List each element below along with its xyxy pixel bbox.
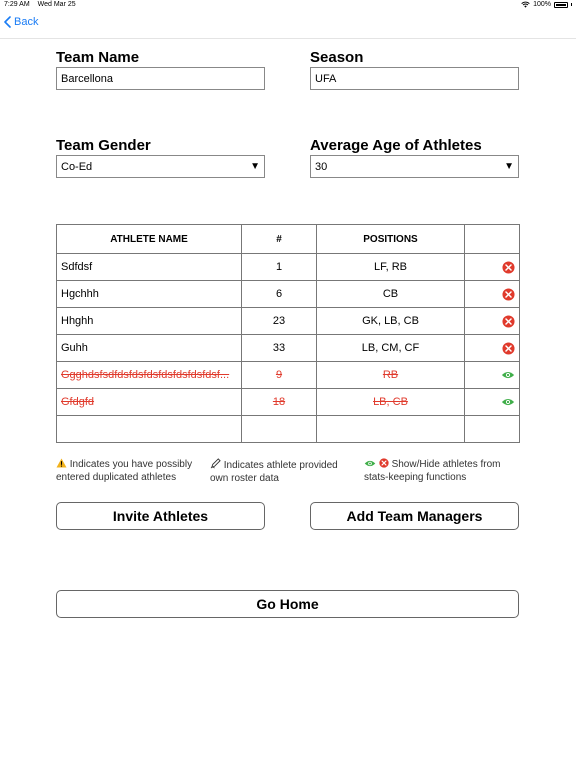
team-name-value: Barcellona [61, 72, 113, 85]
go-home-button[interactable]: Go Home [56, 590, 519, 618]
table-row[interactable] [57, 254, 520, 281]
column-header-action [465, 225, 520, 254]
eye-icon[interactable] [501, 370, 515, 380]
athlete-positions-cell: RB [317, 362, 465, 389]
athlete-positions-cell: GK, LB, CB [317, 308, 465, 335]
athlete-positions-cell: LB, CB [317, 389, 465, 416]
chevron-left-icon [4, 16, 11, 28]
back-button[interactable] [4, 16, 38, 28]
team-gender-value: Co-Ed [61, 160, 93, 173]
athlete-number-cell: 33 [242, 335, 317, 362]
athlete-name-cell: Hgchhh [57, 281, 242, 308]
athlete-number-cell: 6 [242, 281, 317, 308]
athlete-number-cell: 23 [242, 308, 317, 335]
athlete-name-cell: Hhghh [57, 308, 242, 335]
legend-own-data [210, 458, 355, 485]
athlete-action-cell [465, 362, 520, 389]
table-row[interactable] [57, 335, 520, 362]
season-value: UFA [315, 72, 337, 85]
table-header-row [57, 225, 520, 254]
team-gender-label: Team Gender [56, 137, 151, 154]
empty-cell [242, 416, 317, 443]
athlete-action-cell [465, 335, 520, 362]
season-label: Season [310, 49, 364, 66]
add-team-managers-button[interactable]: Add Team Managers [310, 502, 519, 530]
wifi-icon [521, 1, 530, 8]
remove-icon[interactable] [502, 261, 515, 274]
average-age-value: 30 [315, 160, 328, 173]
legend-show-hide [364, 458, 524, 484]
athlete-number-cell: 1 [242, 254, 317, 281]
team-gender-select[interactable] [56, 155, 265, 178]
athlete-action-cell [465, 389, 520, 416]
average-age-select[interactable] [310, 155, 519, 178]
remove-icon[interactable] [502, 288, 515, 301]
status-date: Wed Mar 25 [37, 1, 76, 8]
athlete-positions-cell: LF, RB [317, 254, 465, 281]
athlete-number-cell: 9 [242, 362, 317, 389]
athlete-action-cell [465, 281, 520, 308]
legend-show-hide-text: Show/Hide athletes from stats-keeping functions [364, 459, 501, 483]
table-row[interactable] [57, 389, 520, 416]
warning-icon [56, 458, 67, 468]
athlete-name-cell: Gfdgfd [57, 389, 242, 416]
battery-icon [554, 2, 568, 8]
empty-cell [465, 416, 520, 443]
athlete-number-cell: 18 [242, 389, 317, 416]
invite-athletes-button[interactable]: Invite Athletes [56, 502, 265, 530]
table-row[interactable] [57, 281, 520, 308]
team-name-label: Team Name [56, 49, 140, 66]
eye-icon [364, 459, 376, 468]
battery-tip [571, 3, 572, 6]
remove-icon[interactable] [502, 342, 515, 355]
dropdown-arrow-icon: ▼ [250, 161, 260, 172]
column-header-athlete-name: ATHLETE NAME [57, 225, 242, 254]
column-header-positions: POSITIONS [317, 225, 465, 254]
legend-duplicate-text: Indicates you have possibly entered duplicated athletes [56, 459, 193, 483]
athlete-name-cell: Ggghdsfsdfdsfdsfdsfdsfdsfdsfdsf... [57, 362, 242, 389]
battery-percent: 100% [533, 1, 551, 8]
athlete-positions-cell: CB [317, 281, 465, 308]
remove-icon [379, 458, 389, 468]
athlete-action-cell [465, 308, 520, 335]
status-bar [0, 0, 576, 10]
empty-cell [57, 416, 242, 443]
table-row-empty[interactable] [57, 416, 520, 443]
column-header-number: # [242, 225, 317, 254]
navigation-bar [0, 12, 576, 39]
legend-duplicate [56, 458, 206, 484]
athlete-name-cell: Guhh [57, 335, 242, 362]
eye-icon[interactable] [501, 397, 515, 407]
empty-cell [317, 416, 465, 443]
team-name-input[interactable] [56, 67, 265, 90]
average-age-label: Average Age of Athletes [310, 137, 482, 154]
table-row[interactable] [57, 362, 520, 389]
remove-icon[interactable] [502, 315, 515, 328]
signature-icon [210, 458, 221, 469]
season-input[interactable] [310, 67, 519, 90]
back-label: Back [14, 16, 39, 28]
status-time: 7:29 AM [4, 1, 30, 8]
legend-own-data-text: Indicates athlete provided own roster data [210, 460, 338, 484]
table-row[interactable] [57, 308, 520, 335]
athlete-name-cell: Sdfdsf [57, 254, 242, 281]
athlete-action-cell [465, 254, 520, 281]
athlete-positions-cell: LB, CM, CF [317, 335, 465, 362]
athlete-roster-table [56, 224, 520, 443]
dropdown-arrow-icon: ▼ [504, 161, 514, 172]
